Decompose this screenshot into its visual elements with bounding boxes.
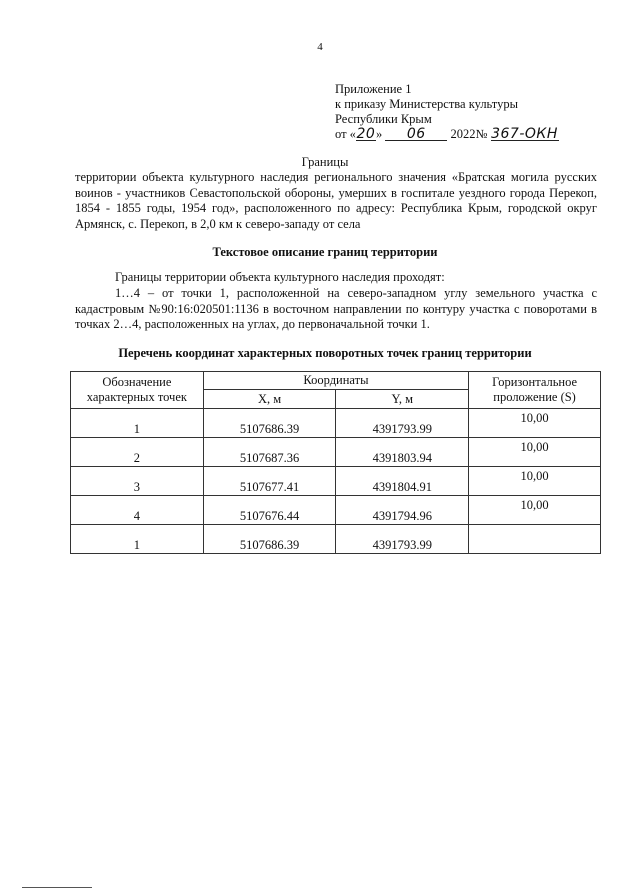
cell-x: 5107686.39 <box>203 409 336 438</box>
appendix-line-2: к приказу Министерства культуры <box>335 97 518 111</box>
cell-point: 3 <box>71 467 204 496</box>
cell-x: 5107687.36 <box>203 438 336 467</box>
header-x: X, м <box>203 390 336 409</box>
cell-point: 1 <box>71 409 204 438</box>
header-point-label: Обозначение характерных точек <box>71 372 204 409</box>
table-row <box>71 496 601 525</box>
table-row <box>71 409 601 438</box>
cell-x: 5107677.41 <box>203 467 336 496</box>
date-prefix: от « <box>335 127 356 141</box>
cell-s: 10,00 <box>469 496 601 525</box>
year-number-label: 2022№ <box>450 127 488 141</box>
intro-paragraph: территории объекта культурного наследия регионального значения «Братская могила русских воинов - участников Севастопольской обороны, умерших в госпитале уездного города Перекоп, 1854 - 1855 годы, 1954 год», расположенного по адресу: Республика Крым, городской округ Армянск, с. Перекоп, в 2,0 км к северо-западу от села <box>75 170 597 231</box>
cell-s: 10,00 <box>469 438 601 467</box>
table-row <box>71 467 601 496</box>
table-heading: Перечень координат характерных поворотных точек границ территории <box>118 346 532 360</box>
cell-point: 1 <box>71 525 204 554</box>
cell-y: 4391804.91 <box>336 467 469 496</box>
cell-s <box>469 525 601 554</box>
table-row <box>71 525 601 554</box>
description-line-1: Границы территории объекта культурного наследия проходят: <box>115 270 445 284</box>
cell-y: 4391793.99 <box>336 525 469 554</box>
coordinates-table <box>70 371 601 554</box>
appendix-date-line <box>335 127 559 142</box>
page-number: 4 <box>317 41 323 53</box>
cell-s: 10,00 <box>469 467 601 496</box>
cell-s: 10,00 <box>469 409 601 438</box>
handwritten-month: 06 <box>385 128 447 141</box>
cell-point: 4 <box>71 496 204 525</box>
document-title: Границы <box>301 155 349 169</box>
cell-point: 2 <box>71 438 204 467</box>
cell-y: 4391793.99 <box>336 409 469 438</box>
handwritten-order-number: 367-ОКН <box>491 126 558 142</box>
appendix-line-3: Республики Крым <box>335 112 432 126</box>
appendix-block <box>335 82 559 142</box>
description-line-2: 1…4 – от точки 1, расположенной на северо-западном углу земельного участка с кадастровым №90:16:020501:1136 в восточном направлении по контуру участка с поворотами в точках 2…4, расположенных на углах, до первоначальной точки 1. <box>75 286 597 331</box>
table-row <box>71 438 601 467</box>
footnote-divider <box>22 887 92 888</box>
section-heading: Текстовое описание границ территории <box>212 245 438 259</box>
cell-x: 5107686.39 <box>203 525 336 554</box>
cell-y: 4391794.96 <box>336 496 469 525</box>
handwritten-day: 20 <box>356 126 376 142</box>
date-mid: » <box>375 127 383 141</box>
header-horizontal-distance: Горизонтальное проложение (S) <box>469 372 601 409</box>
header-y: Y, м <box>336 390 469 409</box>
header-coordinates: Координаты <box>203 372 468 390</box>
cell-x: 5107676.44 <box>203 496 336 525</box>
appendix-line-1: Приложение 1 <box>335 82 412 96</box>
cell-y: 4391803.94 <box>336 438 469 467</box>
